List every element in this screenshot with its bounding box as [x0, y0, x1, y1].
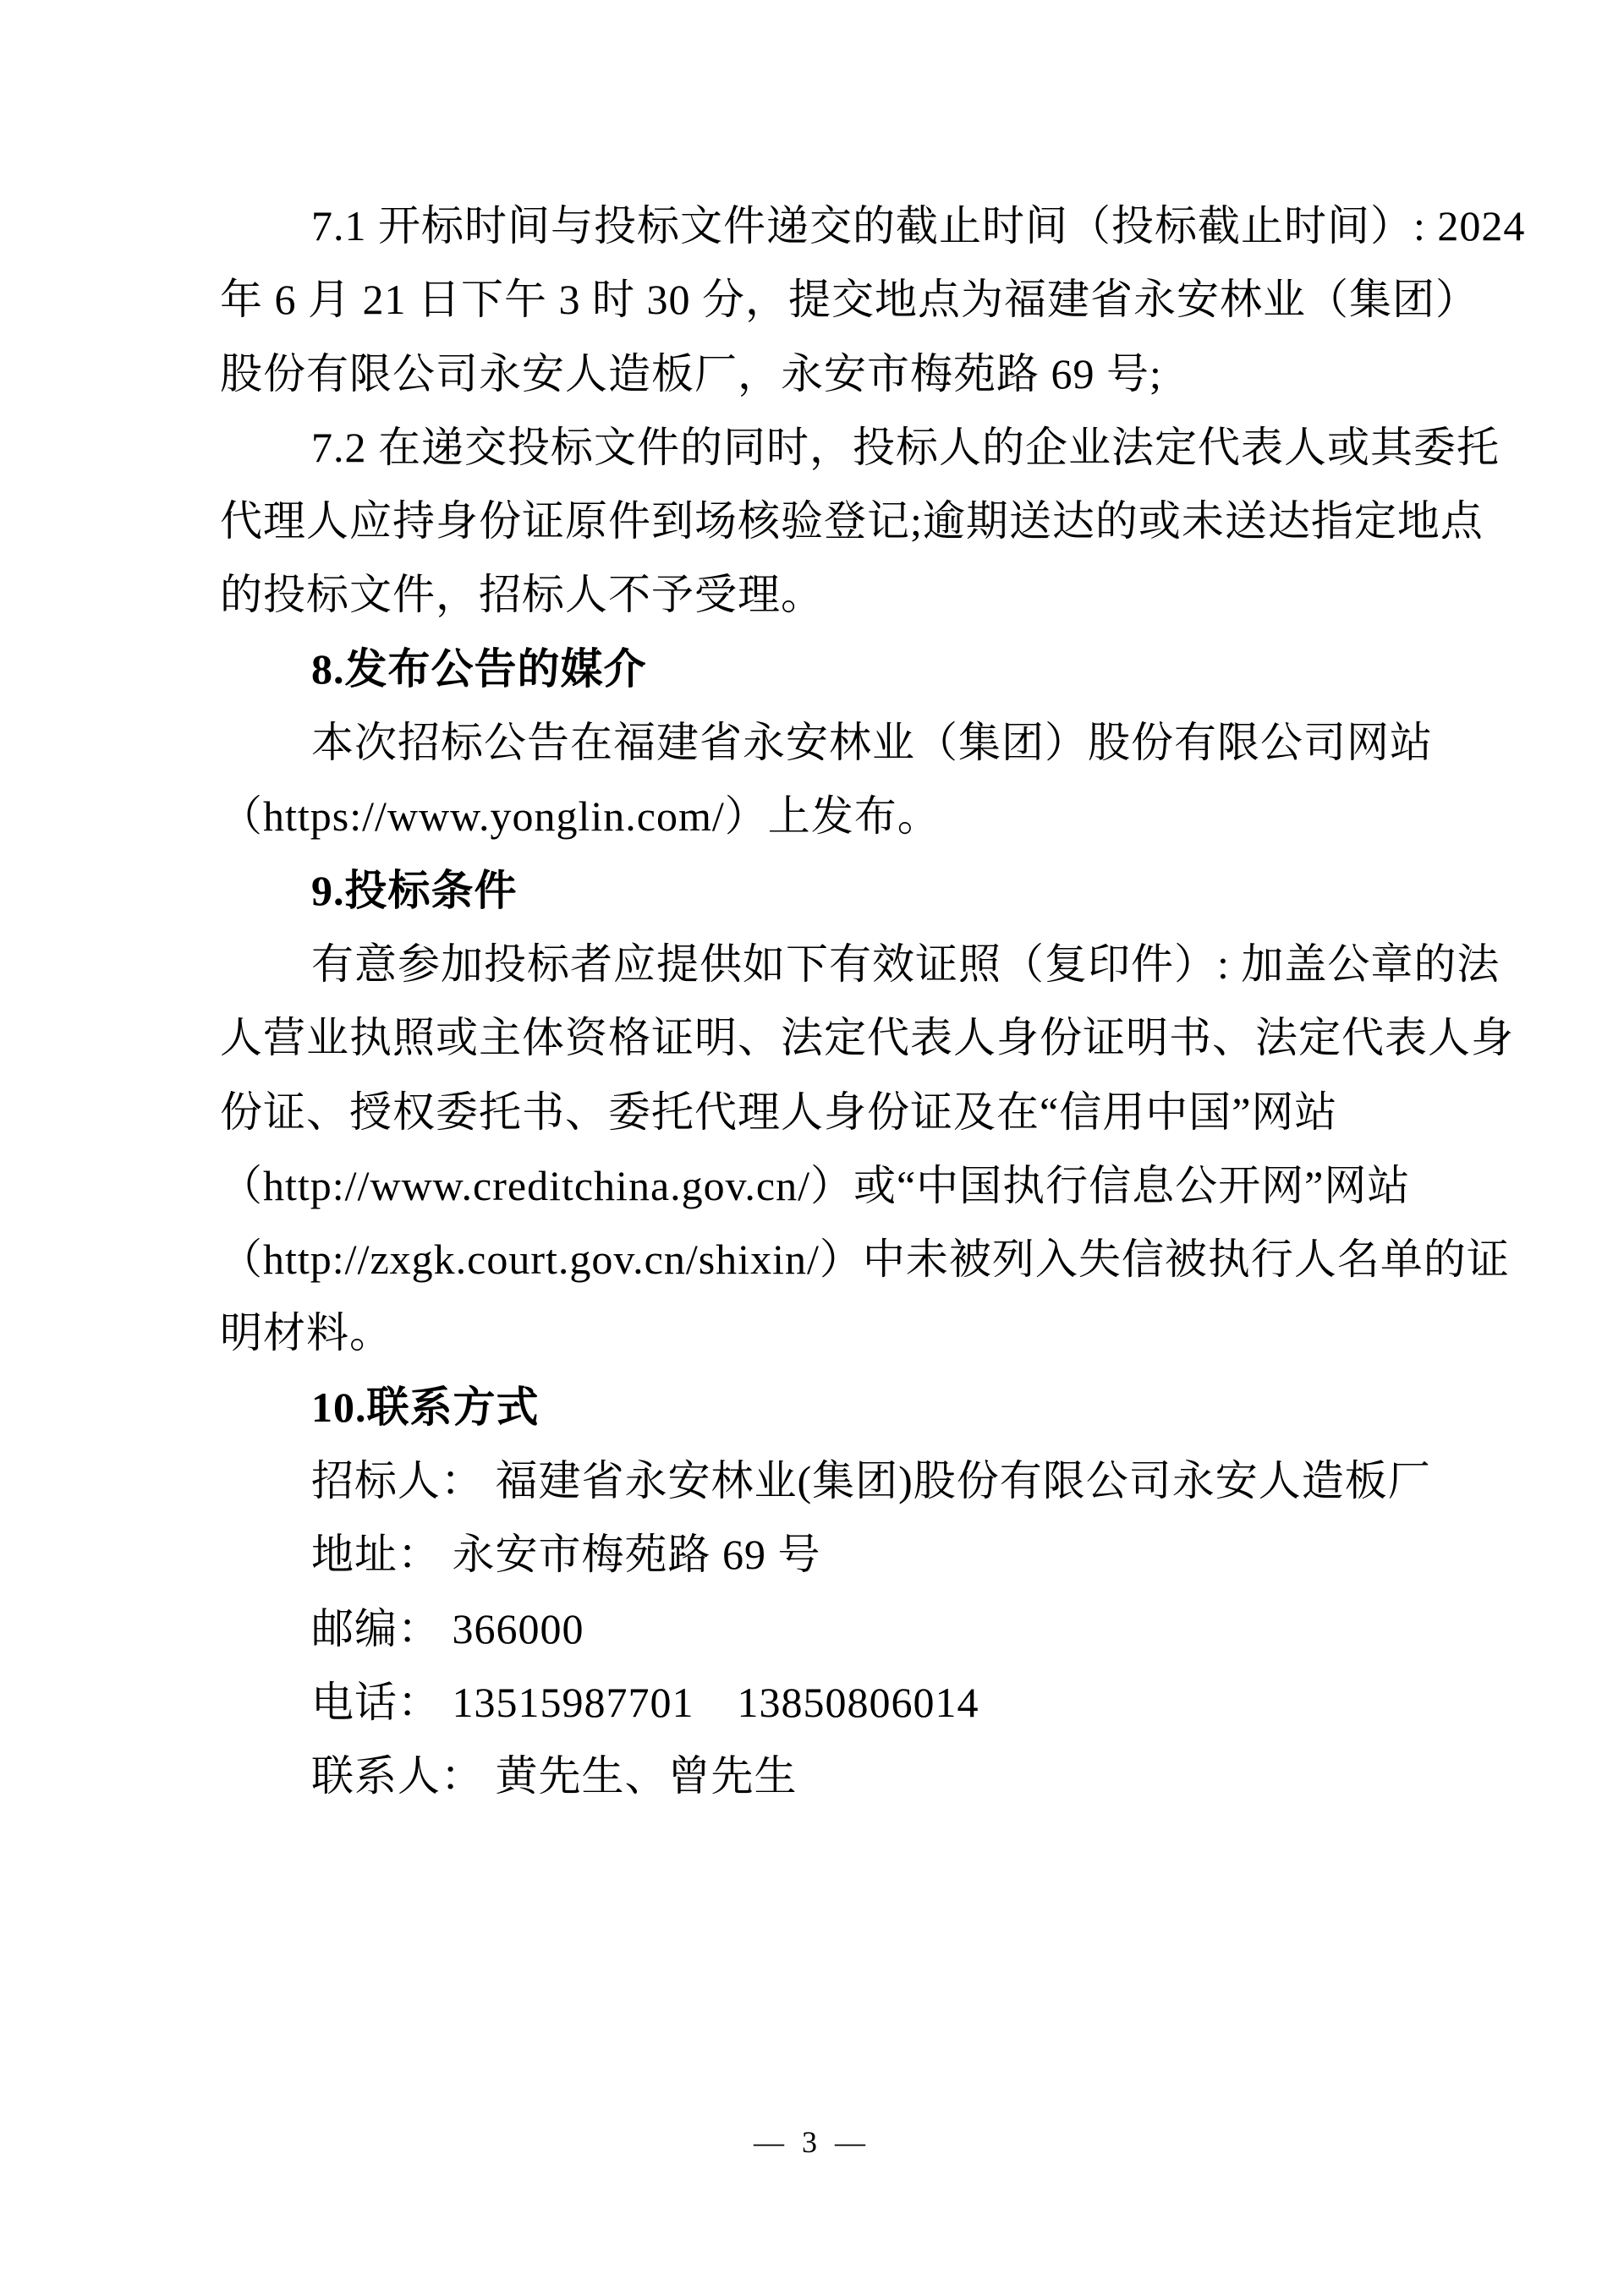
page-number-label: — 3 —	[754, 2125, 870, 2159]
section-heading: 8.发布公告的媒介	[311, 644, 647, 693]
document-body	[220, 189, 1526, 1814]
text-line: 7.1 开标时间与投标文件递交的截止时间（投标截止时间）: 2024	[311, 202, 1526, 249]
text-line: 明材料。	[220, 1309, 392, 1357]
text-line: 人营业执照或主体资格证明、法定代表人身份证明书、法定代表人身	[220, 1014, 1514, 1062]
text-line: （http://zxgk.court.gov.cn/shixin/）中未被列入失信被执行人名单的证	[220, 1236, 1510, 1284]
text-line: 份证、授权委托书、委托代理人身份证及在“信用中国”网站	[220, 1088, 1338, 1136]
text-line: （https://www.yonglin.com/）上发布。	[220, 792, 941, 841]
text-line: 招标人： 福建省永安林业(集团)股份有限公司永安人造板厂	[311, 1457, 1431, 1505]
text-line: 电话： 13515987701 13850806014	[311, 1678, 979, 1726]
text-line: 联系人： 黄先生、曾先生	[311, 1752, 798, 1800]
text-line: （http://www.creditchina.gov.cn/）或“中国执行信息公开网”网站	[220, 1161, 1411, 1209]
section-heading: 10.联系方式	[311, 1383, 540, 1431]
text-line: 的投标文件，招标人不予受理。	[220, 571, 824, 619]
text-line: 地址： 永安市梅苑路 69 号	[311, 1531, 821, 1579]
text-line: 年 6 月 21 日下午 3 时 30 分，提交地点为福建省永安林业（集团）	[220, 276, 1479, 324]
text-line: 代理人应持身份证原件到场核验登记;逾期送达的或未送达指定地点	[220, 497, 1484, 545]
text-line: 7.2 在递交投标文件的同时，投标人的企业法定代表人或其委托	[311, 423, 1500, 471]
page-number	[0, 2124, 1624, 2160]
text-line: 邮编： 366000	[311, 1604, 584, 1652]
section-heading: 9.投标条件	[311, 866, 518, 914]
text-line: 本次招标公告在福建省永安林业（集团）股份有限公司网站	[311, 719, 1433, 767]
text-line: 有意参加投标者应提供如下有效证照（复印件）: 加盖公章的法	[311, 940, 1501, 988]
text-line: 股份有限公司永安人造板厂，永安市梅苑路 69 号;	[220, 349, 1162, 397]
